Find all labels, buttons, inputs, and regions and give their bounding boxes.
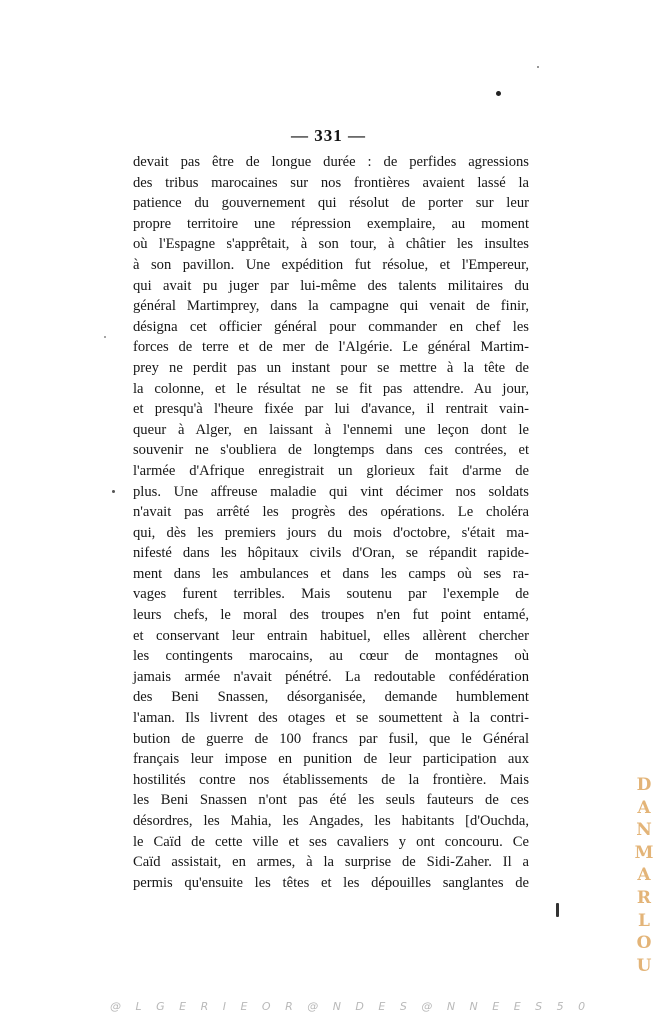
text-line: désigna cet officier général pour commander en chef les bbox=[133, 318, 529, 335]
text-line: le Caïd de cette ville et ses cavaliers y ont concouru. Ce bbox=[133, 833, 529, 850]
text-line: Caïd assistait, en armes, à la surprise de Sidi-Zaher. Il a bbox=[133, 854, 529, 871]
text-line: prey ne perdit pas un instant pour se mettre à la tête de bbox=[133, 359, 529, 376]
text-line: et conservant leur entrain habituel, elles allèrent chercher bbox=[133, 627, 529, 644]
text-line: patience du gouvernement qui résolut de porter sur leur bbox=[133, 195, 529, 212]
text-line: devait pas être de longue durée : de perfides agressions bbox=[133, 154, 529, 170]
text-line: qui, dès les premiers jours du mois d'octobre, s'était ma- bbox=[133, 524, 529, 541]
text-line: plus. Une affreuse maladie qui vint décimer nos soldats bbox=[133, 483, 529, 500]
text-line: des tribus marocaines sur nos frontières avaient lassé la bbox=[133, 174, 529, 191]
text-line: souvenir ne s'oubliera de longtemps dans ces contrées, et bbox=[133, 442, 529, 459]
text-line: n'avait pas arrêté les progrès des opérations. Le choléra bbox=[133, 504, 529, 521]
body-paragraph bbox=[133, 152, 529, 893]
text-line: forces de terre et de mer de l'Algérie. Le général Martim- bbox=[133, 339, 529, 356]
text-line: leurs chefs, le moral des troupes n'en fut point entamé, bbox=[133, 607, 529, 624]
text-line: désordres, les Mahia, les Angades, les habitants [d'Ouchda, bbox=[133, 813, 529, 829]
watermark-letter: R bbox=[636, 887, 652, 908]
text-line: général Martimprey, dans la campagne qui venait de finir, bbox=[133, 298, 529, 315]
text-line: vages furent terribles. Mais soutenu par l'exemple de bbox=[133, 586, 529, 603]
text-line: l'armée d'Afrique enregistrait un glorieux fait d'arme de bbox=[133, 462, 529, 479]
ink-speck bbox=[496, 91, 501, 96]
watermark-letter: O bbox=[636, 933, 652, 954]
text-line: à son pavillon. Une expédition fut résolue, et l'Empereur, bbox=[133, 256, 529, 273]
ink-speck bbox=[556, 903, 559, 917]
ink-speck bbox=[112, 490, 115, 493]
text-line: la colonne, et le résultat ne se fit pas attendre. Au jour, bbox=[133, 380, 529, 397]
footer-caption: @ L G E R I E O R @ N D E S @ N N E E S 5 0 bbox=[110, 1000, 591, 1013]
text-line: et presqu'à l'heure fixée par lui d'avance, il rentrait vain- bbox=[133, 401, 529, 418]
watermark-letter: M bbox=[634, 842, 654, 863]
ink-speck bbox=[104, 336, 106, 338]
text-line: nifesté dans les hôpitaux civils d'Oran, se répandit rapide- bbox=[133, 545, 529, 562]
watermark-letter: A bbox=[637, 797, 651, 818]
text-line: permis qu'ensuite les têtes et les dépouilles sanglantes de bbox=[133, 874, 529, 891]
watermark-letter: D bbox=[636, 775, 652, 795]
ink-speck bbox=[537, 66, 539, 68]
page-number: — 331 — bbox=[291, 126, 366, 145]
text-line: les contingents marocains, au cœur de montagnes où bbox=[133, 648, 529, 665]
text-line: hostilités contre nos établissements de la frontière. Mais bbox=[133, 771, 529, 788]
text-line: les Beni Snassen n'ont pas été les seuls fauteurs de ces bbox=[133, 792, 529, 809]
watermark-letter: A bbox=[637, 865, 651, 886]
watermark-letter: U bbox=[636, 955, 652, 976]
text-line: propre territoire une répression exemplaire, au moment bbox=[133, 215, 529, 232]
watermark-letter: N bbox=[636, 820, 652, 841]
text-line: où l'Espagne s'apprêtait, à son tour, à châtier les insultes bbox=[133, 236, 529, 253]
text-line: bution de guerre de 100 francs par fusil, que le Général bbox=[133, 730, 529, 747]
text-line: français leur impose en punition de leur participation aux bbox=[133, 751, 529, 768]
text-line: jamais armée n'avait pénétré. La redoutable confédération bbox=[133, 668, 529, 685]
text-line: ment dans les ambulances et dans les camps où ses ra- bbox=[133, 565, 529, 582]
side-watermark bbox=[634, 774, 654, 977]
watermark-letter: L bbox=[638, 910, 650, 931]
text-line: l'aman. Ils livrent des otages et se soumettent à la contri- bbox=[133, 710, 529, 727]
text-line: des Beni Snassen, désorganisée, demande humblement bbox=[133, 689, 529, 706]
text-line: queur à Alger, en laissant à l'ennemi une leçon dont le bbox=[133, 421, 529, 438]
text-line: qui avait pu juger par lui-même des talents militaires du bbox=[133, 277, 529, 294]
